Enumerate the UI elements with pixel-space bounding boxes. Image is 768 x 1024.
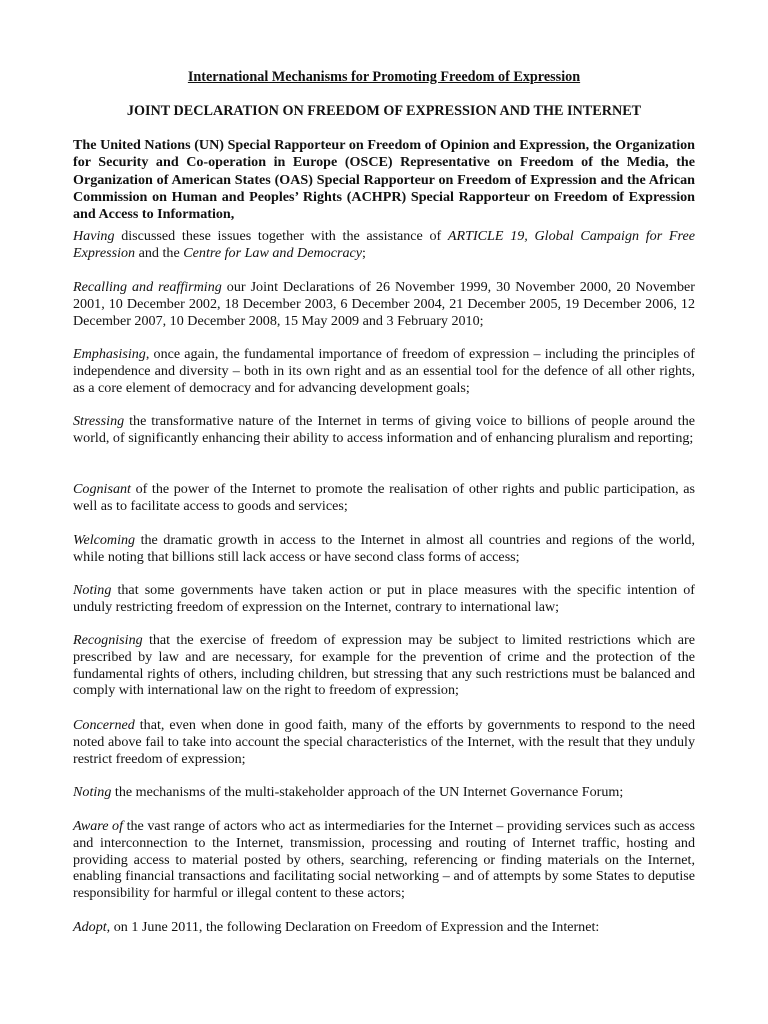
paragraph-aware-of: Aware of the vast range of actors who act as intermediaries for the Internet – providing services such as access and interconnection to the Internet, transmission, processing and routing of Internet traffic, hosting and providing access to material posted by others, searching, referencing or finding materials on the Internet, enabling financial transactions and facilitating social networking – and of attempts by some States to deputise responsibility for harmful or illegal content to these actors;	[73, 818, 695, 902]
paragraph-noting-governments: Noting that some governments have taken action or put in place measures with the specific intention of unduly restricting freedom of expression on the Internet, contrary to international law;	[73, 582, 695, 615]
paragraph-cognisant: Cognisant of the power of the Internet to promote the realisation of other rights and public participation, as well as to facilitate access to goods and services;	[73, 481, 695, 514]
paragraph-concerned: Concerned that, even when done in good faith, many of the efforts by governments to respond to the need noted above fail to take into account the special characteristics of the Internet, with the result that they unduly restrict freedom of expression;	[73, 717, 695, 767]
declaration-heading: JOINT DECLARATION ON FREEDOM OF EXPRESSION AND THE INTERNET	[126, 103, 642, 119]
paragraph-emphasising: Emphasising, once again, the fundamental importance of freedom of expression – including the principles of independence and diversity – both in its own right and as an essential tool for the defence of all other rights, as a core element of democracy and for advancing development goals;	[73, 346, 695, 396]
paragraph-noting-igf: Noting the mechanisms of the multi-stakeholder approach of the UN Internet Governance Forum;	[73, 784, 624, 800]
paragraph-stressing: Stressing the transformative nature of the Internet in terms of giving voice to billions of people around the world, of significantly enhancing their ability to access information and of enhancing pluralism and reporting;	[73, 413, 695, 446]
signatory-parties: The United Nations (UN) Special Rapporteur on Freedom of Opinion and Expression, the Organization for Security and Co-operation in Europe (OSCE) Representative on Freedom of the Media, the Organization of American States (OAS) Special Rapporteur on Freedom of Expression and the African Commission on Human and Peoples’ Rights (ACHPR) Special Rapporteur on Freedom of Expression and Access to Information,	[73, 137, 695, 223]
paragraph-recognising: Recognising that the exercise of freedom of expression may be subject to limited restrictions which are prescribed by law and are necessary, for example for the prevention of crime and the protection of the fundamental rights of others, including children, but stressing that any such restrictions must be balanced and comply with international law on the right to freedom of expression;	[73, 632, 695, 699]
paragraph-recalling: Recalling and reaffirming our Joint Declarations of 26 November 1999, 30 November 2000, 20 November 2001, 10 December 2002, 18 December 2003, 6 December 2004, 21 December 2005, 19 December 2006, 12 December 2007, 10 December 2008, 15 May 2009 and 3 February 2010;	[73, 279, 695, 329]
paragraph-having: Having discussed these issues together with the assistance of ARTICLE 19, Global Campaign for Free Expression and the Centre for Law and Democracy;	[73, 228, 695, 261]
paragraph-adopt: Adopt, on 1 June 2011, the following Declaration on Freedom of Expression and the Internet:	[73, 919, 600, 935]
document-title: International Mechanisms for Promoting Freedom of Expression	[187, 69, 581, 85]
paragraph-welcoming: Welcoming the dramatic growth in access to the Internet in almost all countries and regions of the world, while noting that billions still lack access or have second class forms of access;	[73, 532, 695, 565]
